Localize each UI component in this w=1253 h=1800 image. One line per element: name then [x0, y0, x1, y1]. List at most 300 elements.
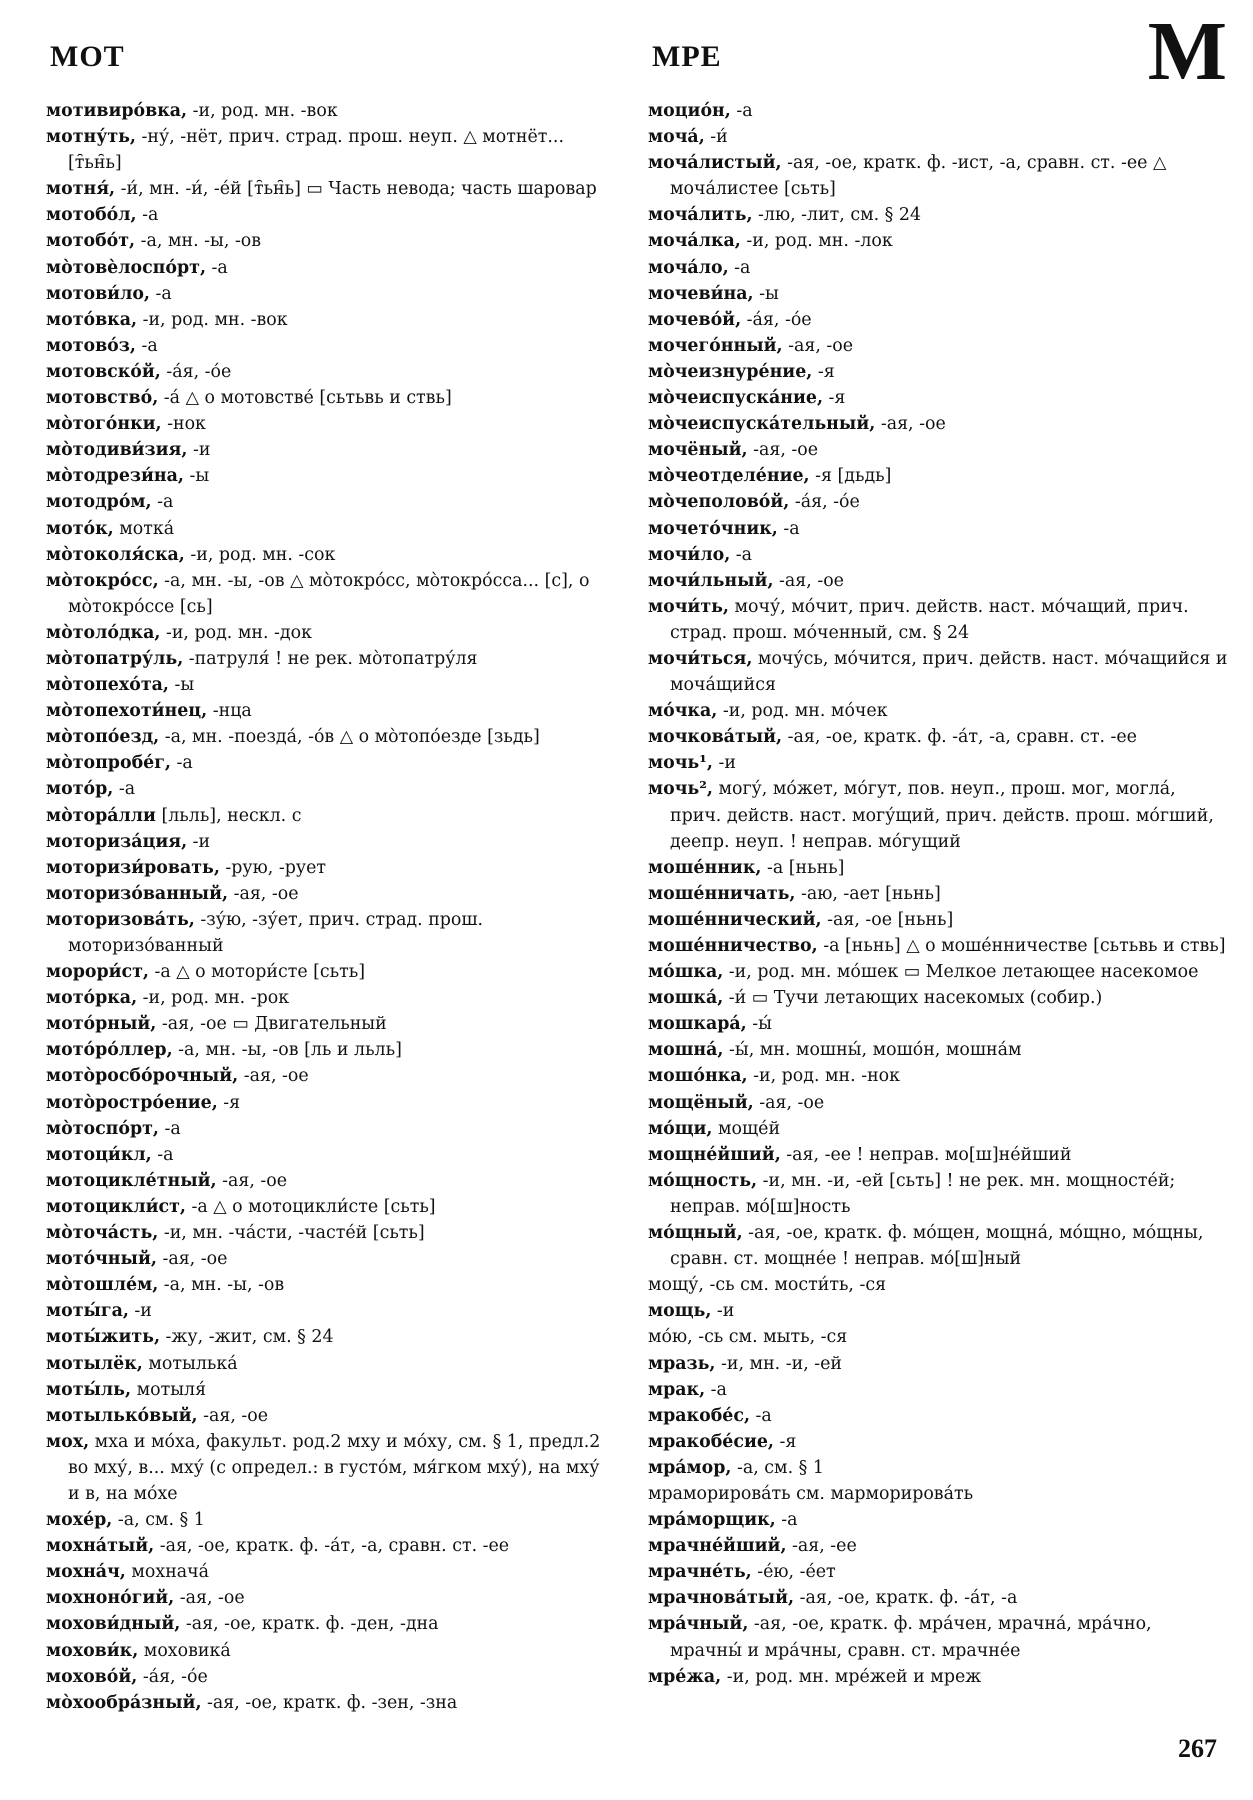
dictionary-entry [46, 1116, 616, 1142]
entry-headword: моторизи́ровать, [46, 857, 220, 878]
entry-headword: мо̀точа́сть, [46, 1223, 159, 1244]
entry-headword: мохови́дный, [46, 1614, 181, 1635]
dictionary-entry [46, 959, 616, 985]
entry-headword: мочь², [648, 779, 713, 800]
entry-grammar: -и, род. мн. мре́жей и мреж [721, 1666, 982, 1687]
entry-grammar: -и, род. мн. -рок [137, 988, 290, 1009]
dictionary-entry [46, 881, 616, 907]
entry-grammar: -ая, -ое, кратк. ф. мо́щен, мощна́, мо́щно, мо́щны, сравн. ст. мощне́е ! неправ. мо́[ш]ный [670, 1223, 1204, 1270]
entry-headword: моторизо́ванный, [46, 883, 229, 904]
entry-grammar: -и, род. мн. -сок [184, 544, 336, 565]
dictionary-entry [46, 1559, 616, 1585]
entry-headword: мо̀тоспо́рт, [46, 1118, 159, 1139]
entry-headword: моше́нничество, [648, 936, 818, 956]
entry-headword: мотобо́т, [46, 231, 136, 252]
entry-grammar: -а, см. § 1 [731, 1457, 824, 1478]
entry-grammar: [льль], нескл. с [155, 805, 302, 826]
entry-grammar: -а [705, 1379, 727, 1400]
entry-headword: мрачне́ть, [648, 1562, 752, 1583]
entry-grammar: -и, род. мн. мо́шек ▭ Мелкое летающее насекомое [723, 962, 1199, 983]
entry-headword: мре́жа, [648, 1666, 722, 1687]
entry-headword: мочего́нный, [648, 335, 783, 356]
dictionary-entry [46, 1533, 616, 1559]
entry-grammar: -и, род. мн. -вок [137, 309, 288, 330]
entry-grammar: -а, мн. -ы, -ов [158, 1275, 285, 1296]
entry-grammar: -я [773, 1431, 797, 1452]
entry-grammar: -ы [168, 675, 195, 696]
entry-grammar: -а △ о мотоцикли́сте [сьть] [185, 1196, 436, 1217]
entry-headword: мо̀тодрези́на, [46, 466, 184, 487]
entry-grammar: -ая, -ое [ньнь] [821, 909, 954, 930]
dictionary-entry [648, 1116, 1228, 1142]
dictionary-entry [648, 1403, 1228, 1429]
dictionary-entry [648, 411, 1228, 437]
dictionary-entry [46, 202, 616, 228]
entry-grammar: -а́ △ о мотовстве́ [cьтьвь и ствь] [158, 388, 452, 409]
dictionary-entry [46, 1507, 616, 1533]
entry-grammar: -а́я, -о́е [789, 492, 860, 513]
entry-grammar: мотылька́ [142, 1353, 238, 1374]
entry-headword: мо̀товѐлоспо́рт, [46, 257, 206, 278]
running-head-right: МРЕ [652, 40, 722, 73]
entry-headword: мощёный, [648, 1092, 754, 1113]
entry-headword: мо̀тодиви́зия, [46, 440, 188, 461]
dictionary-entry [46, 307, 616, 333]
entry-headword: мо̀тора́лли [46, 805, 156, 826]
dictionary-entry [46, 1272, 616, 1298]
dictionary-entry [648, 1611, 1228, 1663]
dictionary-entry [46, 463, 616, 489]
entry-grammar: -а́я, -о́е [741, 309, 812, 330]
dictionary-entry [648, 698, 1228, 724]
dictionary-entry [46, 1142, 616, 1168]
dictionary-entry [648, 1037, 1228, 1063]
entry-headword: моцио́н, [648, 101, 731, 121]
entry-headword: мо̀топробе́г, [46, 753, 171, 774]
dictionary-entry [46, 385, 616, 411]
entry-headword: моты́ль, [46, 1379, 132, 1400]
entry-grammar: -а [ньнь] [761, 857, 845, 878]
entry-headword: моча́листый, [648, 153, 782, 174]
entry-grammar: -е́ю, -е́ет [751, 1562, 836, 1583]
entry-grammar: -а [730, 544, 753, 565]
entry-grammar: -и, род. мн. -вок [187, 101, 338, 121]
entry-grammar: -я [823, 388, 846, 409]
entry-headword: мочь¹, [648, 753, 713, 774]
entry-headword: мра́чный, [648, 1614, 749, 1635]
entry-headword: мразь, [648, 1353, 716, 1374]
entry-headword: мо́щность, [648, 1170, 758, 1191]
entry-grammar: мохнача́ [125, 1562, 210, 1583]
dictionary-entry [648, 98, 1228, 124]
dictionary-entry [46, 98, 616, 124]
entry-headword: мо̀тошле́м, [46, 1275, 159, 1296]
entry-grammar: моще́й [712, 1118, 781, 1139]
entry-headword: мо̀топо́езд, [46, 727, 160, 748]
entry-grammar: -я [812, 361, 835, 382]
entry-grammar: -а [136, 205, 159, 226]
dictionary-entry [648, 907, 1228, 933]
entry-headword: мочето́чник, [648, 518, 778, 539]
dictionary-entry [648, 228, 1228, 254]
entry-headword: мо̀чеиспуска́тельный, [648, 414, 876, 435]
entry-headword: мотылёк, [46, 1353, 143, 1374]
entry-grammar: -ая, -ое [156, 1249, 228, 1270]
dictionary-entry [648, 568, 1228, 594]
entry-grammar: мотка́ [113, 518, 175, 539]
dictionary-entry [46, 1063, 616, 1089]
entry-grammar: -и [187, 831, 211, 852]
dictionary-entry [46, 1194, 616, 1220]
entry-grammar: -и [712, 753, 736, 774]
section-letter: М [1147, 5, 1227, 98]
entry-grammar: -патруля́ ! не рек. мо̀топатру́ля [183, 648, 478, 669]
dictionary-entry [46, 750, 616, 776]
entry-headword: мотылько́вый, [46, 1405, 198, 1426]
entry-headword: мотобо́л, [46, 205, 137, 226]
dictionary-entry [648, 1377, 1228, 1403]
entry-grammar: -а, мн. -ы, -ов △ мо̀токро́сс, мо̀токро́сса... [с], о мо̀токро́ссе [сь] [68, 570, 590, 617]
dictionary-entry [46, 1037, 616, 1063]
entry-grammar: -я [дьдь] [809, 466, 892, 487]
dictionary-entry [46, 1090, 616, 1116]
entry-headword: мотня́, [46, 179, 116, 200]
entry-headword: мотовско́й, [46, 361, 161, 382]
dictionary-entry [46, 437, 616, 463]
entry-grammar: -а △ о мотори́сте [сьть] [148, 962, 366, 983]
entry-headword: мотну́ть, [46, 127, 136, 148]
entry-headword: мочеви́на, [648, 283, 754, 304]
entry-headword: мото́к, [46, 518, 114, 539]
entry-headword: мочкова́тый, [648, 727, 783, 748]
entry-headword: мочево́й, [648, 309, 742, 330]
dictionary-entry [648, 1664, 1228, 1690]
entry-headword: мо̀чеполово́й, [648, 492, 790, 513]
entry-grammar: -ая, -ое, кратк. ф. -ист, -а, сравн. ст. -ее △ моча́листее [сьть] [670, 153, 1167, 200]
entry-grammar: -а́я, -о́е [160, 361, 232, 382]
entry-headword: морори́ст, [46, 962, 149, 983]
entry-grammar: -а [149, 283, 172, 304]
entry-headword: мото́ро́ллер, [46, 1040, 173, 1061]
dictionary-entry [46, 228, 616, 254]
entry-headword: мохе́р, [46, 1510, 113, 1531]
entry-headword: мото̀росбо́рочный, [46, 1066, 239, 1087]
entry-grammar: -ая, -ое [875, 414, 946, 435]
dictionary-entry [648, 307, 1228, 333]
entry-headword: моше́нничать, [648, 883, 796, 904]
entry-headword: мра́мор, [648, 1457, 732, 1478]
entry-headword: мото́чный, [46, 1249, 157, 1270]
entry-headword: мото́рный, [46, 1014, 157, 1035]
entry-grammar: -ая, -ое [197, 1405, 269, 1426]
dictionary-entry [46, 829, 616, 855]
entry-headword: мощне́йший, [648, 1144, 781, 1165]
page-number: 267 [1178, 1734, 1217, 1763]
dictionary-entry [46, 176, 616, 202]
entry-grammar: -а [728, 257, 751, 278]
dictionary-entry [648, 385, 1228, 411]
entry-grammar: -ая, -ое [747, 440, 819, 461]
entry-headword: моше́нник, [648, 857, 762, 878]
dictionary-entry [46, 776, 616, 802]
dictionary-entry [648, 489, 1228, 515]
dictionary-entry [648, 124, 1228, 150]
left-column [46, 98, 616, 1716]
entry-grammar: -и, род. мн. -нок [747, 1066, 901, 1087]
dictionary-entry [648, 1481, 1228, 1507]
entry-grammar: -ая, -ое [773, 570, 844, 591]
entry-headword: мошкара́, [648, 1014, 747, 1035]
entry-grammar: -и, мн. -и, -ей [сьть] ! не рек. мн. мощносте́й; неправ. мо́[ш]ность [670, 1170, 1176, 1217]
dictionary-entry [46, 1220, 616, 1246]
dictionary-entry [648, 1559, 1228, 1585]
dictionary-entry [46, 724, 616, 750]
entry-grammar: -ы [753, 283, 779, 304]
entry-grammar: -и, род. мн. -лок [740, 231, 893, 252]
dictionary-entry [46, 907, 616, 959]
entry-headword: мотови́ло, [46, 283, 150, 304]
entry-grammar: -аю, -ает [ньнь] [795, 883, 941, 904]
entry-headword: мотивиро́вка, [46, 101, 188, 121]
entry-grammar: -ну́, -нёт, прич. страд. прош. неуп. △ мотнёт... [т̑ьн̑ь] [68, 127, 564, 174]
dictionary-entry [46, 855, 616, 881]
dictionary-entry [46, 646, 616, 672]
dictionary-entry [648, 776, 1228, 854]
entry-headword: мрачнова́тый, [648, 1588, 795, 1609]
entry-headword: мо̀топатру́ль, [46, 648, 184, 669]
entry-headword: мотоци́кл, [46, 1144, 152, 1165]
dictionary-entry [46, 672, 616, 698]
entry-grammar: -ая, -ее [786, 1536, 857, 1557]
dictionary-entry [648, 724, 1228, 750]
running-head-left: МОТ [50, 40, 125, 73]
dictionary-entry [46, 1429, 616, 1507]
entry-headword: мотоцикле́тный, [46, 1170, 217, 1191]
dictionary-entry [648, 150, 1228, 202]
entry-headword: мрачне́йший, [648, 1536, 787, 1557]
entry-grammar: -а [ньнь] △ о моше́нничестве [сьтьвь и ствь] [817, 936, 1226, 956]
entry-headword: мотовство́, [46, 388, 159, 409]
entry-grammar: могу́, мо́жет, мо́гут, пов. неуп., прош. мог, могла́, прич. действ. наст. могу́щий, прич. действ. прош. мо́гший, деепр. неуп. ! неправ. мо́гущий [670, 779, 1214, 852]
dictionary-entry [46, 1246, 616, 1272]
entry-grammar: -и, мн. -ча́сти, -часте́й [сьть] [158, 1223, 425, 1244]
entry-headword: мо̀токоля́ска, [46, 544, 185, 565]
entry-headword: мочи́ться, [648, 648, 753, 669]
dictionary-entry [648, 1507, 1228, 1533]
entry-headword: мотодро́м, [46, 492, 152, 513]
entry-grammar: -ая, -ое [228, 883, 299, 904]
entry-grammar: -а [730, 101, 753, 121]
dictionary-entry [46, 359, 616, 385]
entry-grammar: -а [151, 492, 174, 513]
entry-headword: моше́ннический, [648, 909, 822, 930]
entry-headword: мошка́, [648, 988, 724, 1009]
dictionary-entry [46, 333, 616, 359]
entry-headword: мо̀хообра́зный, [46, 1692, 202, 1713]
entry-grammar: -ая, -ое [216, 1170, 288, 1191]
entry-headword: мракобе́сие, [648, 1431, 774, 1452]
entry-headword: мракобе́с, [648, 1405, 751, 1426]
entry-grammar: -рую, -рует [219, 857, 327, 878]
entry-grammar: мраморирова́ть см. марморирова́ть [648, 1483, 974, 1504]
entry-headword: мо̀чеотделе́ние, [648, 466, 810, 487]
dictionary-entry [46, 568, 616, 620]
dictionary-entry [46, 698, 616, 724]
entry-headword: мох, [46, 1431, 90, 1452]
entry-headword: мохна́тый, [46, 1536, 155, 1557]
entry-headword: мото̀ростро́ение, [46, 1092, 218, 1113]
entry-headword: моча́лить, [648, 205, 753, 226]
dictionary-entry [46, 1377, 616, 1403]
entry-headword: мото́р, [46, 779, 114, 800]
dictionary-entry [46, 1351, 616, 1377]
entry-grammar: -нок [161, 414, 206, 435]
dictionary-entry [648, 202, 1228, 228]
entry-grammar: -лю, -лит, см. § 24 [752, 205, 922, 226]
entry-grammar: -и [187, 440, 211, 461]
dictionary-entry [648, 881, 1228, 907]
dictionary-entry [46, 281, 616, 307]
entry-headword: мотоцикли́ст, [46, 1196, 186, 1217]
entry-grammar: -а [170, 753, 193, 774]
dictionary-entry [648, 1533, 1228, 1559]
dictionary-entry [46, 1611, 616, 1637]
dictionary-entry [648, 1429, 1228, 1455]
entry-headword: моториза́ция, [46, 831, 188, 852]
entry-grammar: -ая, -ое [174, 1588, 245, 1609]
dictionary-entry [648, 933, 1228, 959]
dictionary-entry [648, 255, 1228, 281]
entry-headword: моча́, [648, 127, 705, 148]
entry-grammar: -а, см. § 1 [112, 1510, 205, 1531]
entry-grammar: -ая, -ое [782, 335, 854, 356]
dictionary-entry [46, 255, 616, 281]
entry-grammar: моховика́ [138, 1640, 231, 1661]
dictionary-entry [648, 1585, 1228, 1611]
dictionary-entry [46, 620, 616, 646]
entry-headword: мото́рка, [46, 988, 138, 1009]
dictionary-entry [648, 1272, 1228, 1298]
entry-grammar: -ая, -ое [753, 1092, 825, 1113]
entry-headword: мо́чка, [648, 701, 718, 722]
right-column [648, 98, 1228, 1690]
entry-grammar: -а, мн. -ы, -ов [ль и льль] [172, 1040, 402, 1061]
dictionary-entry [648, 281, 1228, 307]
dictionary-entry [648, 333, 1228, 359]
entry-grammar: -ая, -ее ! неправ. мо[ш]не́йший [780, 1144, 1072, 1165]
dictionary-entry [648, 359, 1228, 385]
entry-grammar: -и, род. мн. -док [160, 622, 312, 643]
dictionary-entry [46, 124, 616, 176]
dictionary-entry [46, 1324, 616, 1350]
entry-grammar: -а [151, 1144, 174, 1165]
entry-grammar: -а́я, -о́е [137, 1666, 208, 1687]
dictionary-entry [46, 1585, 616, 1611]
entry-headword: мото́вка, [46, 309, 138, 330]
entry-grammar: -а [135, 335, 158, 356]
dictionary-entry [46, 985, 616, 1011]
dictionary-entry [46, 1638, 616, 1664]
entry-headword: мо̀топехо́та, [46, 675, 169, 696]
entry-grammar: -и, мн. -и, -ей [715, 1353, 843, 1374]
entry-grammar: -ая, -ое, кратк. ф. -зен, -зна [201, 1692, 458, 1713]
entry-grammar: -ая, -ое, кратк. ф. -а́т, -а [794, 1588, 1018, 1609]
dictionary-entry [46, 803, 616, 829]
entry-grammar: -нца [207, 701, 252, 722]
dictionary-entry [648, 1351, 1228, 1377]
entry-headword: моторизова́ть, [46, 909, 195, 930]
entry-headword: мотово́з, [46, 335, 136, 356]
entry-grammar: мха и мо́ха, факульт. род.2 мху и мо́ху, см. § 1, предл.2 во мху́, в... мху́ (с определ.: в густо́м, мя́гком мху́), на мху́ и в, на мо́хе [68, 1431, 601, 1504]
entry-grammar: -а [159, 1118, 181, 1139]
dictionary-entry [46, 1298, 616, 1324]
entry-grammar: -и́ ▭ Тучи летающих насекомых (собир.) [723, 988, 1103, 1009]
dictionary-entry [648, 1063, 1228, 1089]
entry-grammar: -ая, -ое, кратк. ф. мра́чен, мрачна́, мра́чно, мрачны́ и мра́чны, сравн. ст. мрачне́е [670, 1614, 1152, 1661]
entry-grammar: -зу́ю, -зу́ет, прич. страд. прош. моторизо́ванный [68, 909, 484, 956]
entry-grammar: -ая, -ое ▭ Двигательный [156, 1014, 387, 1035]
dictionary-entry [648, 1220, 1228, 1272]
entry-grammar: -а, мн. -ы, -ов [135, 231, 262, 252]
dictionary-entry [648, 959, 1228, 985]
entry-headword: мо́шка, [648, 962, 724, 983]
entry-headword: мошна́, [648, 1040, 724, 1061]
dictionary-entry [648, 463, 1228, 489]
entry-grammar: -ая, -ое, кратк. ф. -ден, -дна [180, 1614, 439, 1635]
dictionary-entry [648, 646, 1228, 698]
entry-headword: мочи́льный, [648, 570, 774, 591]
entry-grammar: мощу́, -сь см. мости́ть, -ся [648, 1275, 887, 1296]
entry-headword: мо̀чеизнуре́ние, [648, 361, 813, 382]
entry-grammar: -а [775, 1510, 798, 1531]
dictionary-entry [648, 855, 1228, 881]
entry-grammar: -ая, -ое [238, 1066, 309, 1087]
entry-grammar: мо́ю, -сь см. мыть, -ся [648, 1327, 848, 1348]
dictionary-entry [46, 1168, 616, 1194]
dictionary-entry [46, 542, 616, 568]
entry-grammar: мотыля́ [131, 1379, 207, 1400]
dictionary-entry [648, 542, 1228, 568]
dictionary-entry [46, 1011, 616, 1037]
entry-headword: мохово́й, [46, 1666, 138, 1687]
entry-grammar: -а, мн. -поезда́, -о́в △ о мо̀топо́езде [зьдь] [159, 727, 540, 748]
entry-headword: мохови́к, [46, 1640, 139, 1661]
dictionary-entry [648, 1168, 1228, 1220]
entry-grammar: мочу́, мо́чит, прич. действ. наст. мо́чащий, прич. страд. прош. мо́ченный, см. § 24 [670, 596, 1189, 643]
entry-headword: мо̀толо́дка, [46, 622, 161, 643]
entry-headword: моча́лка, [648, 231, 741, 252]
entry-grammar: -ы [183, 466, 210, 487]
entry-grammar: мочу́сь, мо́чится, прич. действ. наст. мо́чащийся и моча́щийся [670, 648, 1228, 696]
entry-headword: мо̀топехоти́нец, [46, 701, 208, 722]
dictionary-entry [648, 750, 1228, 776]
entry-headword: мо́щный, [648, 1223, 743, 1244]
entry-headword: мо̀чеиспуска́ние, [648, 388, 824, 409]
entry-headword: мощь, [648, 1301, 712, 1322]
entry-grammar: -и́ [704, 127, 728, 148]
entry-headword: мохноно́гий, [46, 1588, 175, 1609]
dictionary-entry [648, 1298, 1228, 1324]
entry-headword: моты́га, [46, 1301, 129, 1322]
dictionary-entry [46, 1664, 616, 1690]
entry-headword: мохна́ч, [46, 1562, 126, 1583]
dictionary-entry [648, 1011, 1228, 1037]
entry-headword: моты́жить, [46, 1327, 161, 1348]
entry-grammar: -и́, мн. -и́, -е́й [т̑ьн̑ь] ▭ Часть невода; часть шаровар [115, 179, 597, 200]
dictionary-entry [46, 1690, 616, 1716]
entry-grammar: -ы́ [746, 1014, 772, 1035]
dictionary-entry [46, 1403, 616, 1429]
